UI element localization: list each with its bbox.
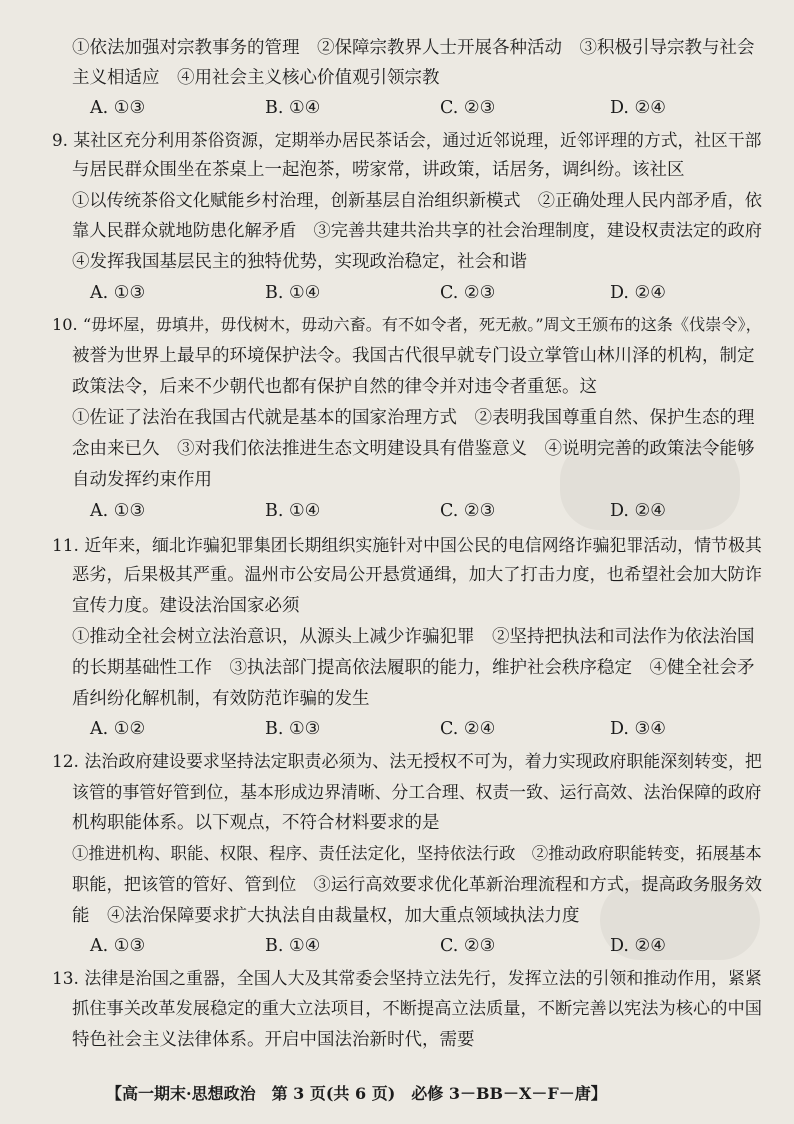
option-c: C. ②③ [440,98,496,118]
text-line: ①依法加强对宗教事务的管理 ②保障宗教界人士开展各种活动 ③积极引导宗教与社会 [72,38,755,58]
option-d: D. ②④ [610,283,666,303]
option-c: C. ②③ [440,501,496,521]
question-stem-line: 恶劣，后果极其严重。温州市公安局公开悬赏通缉，加大了打击力度，也希望社会加大防诈 [72,565,763,585]
option-a: A. ①③ [90,283,146,303]
question-stem-line: 宣传力度。建设法治国家必须 [72,596,300,616]
text-line: 能 ④法治保障要求扩大执法自由裁量权，加大重点领域执法力度 [72,906,580,926]
text-line: 盾纠纷化解机制，有效防范诈骗的发生 [72,689,370,709]
text-line: ①推进机构、职能、权限、程序、责任法定化，坚持依法行政 ②推动政府职能转变，拓展基本 [72,844,762,863]
question-stem-line: 13. 法律是治国之重器，全国人大及其常委会坚持立法先行，发挥立法的引领和推动作用，紧紧 [52,968,762,988]
text-line: 自动发挥约束作用 [72,470,212,490]
option-c: C. ②③ [440,283,496,303]
option-d: D. ②④ [610,501,666,521]
question-stem-line: 该管的事管好管到位，基本形成边界清晰、分工合理、权责一致、运行高效、法治保障的政府 [72,782,762,802]
text-line: 念由来已久 ③对我们依法推进生态文明建设具有借鉴意义 ④说明完善的政策法令能够 [72,439,755,459]
question-stem-line: 政策法令，后来不少朝代也都有保护自然的律令并对违令者重惩。这 [72,377,597,397]
question-stem-line: 12. 法治政府建设要求坚持法定职责必须为、法无授权不可为，着力实现政府职能深刻转变，把 [52,751,762,771]
text-line: 的长期基础性工作 ③执法部门提高依法履职的能力，维护社会秩序稳定 ④健全社会矛 [72,658,755,678]
question-stem-line: 机构职能体系。以下观点，不符合材料要求的是 [72,813,440,833]
option-d: D. ②④ [610,98,666,118]
text-line: 职能，把该管的管好、管到位 ③运行高效要求优化革新治理流程和方式，提高政务服务效 [72,875,763,895]
option-b: B. ①④ [265,501,321,521]
question-stem-line: 9. 某社区充分利用茶俗资源，定期举办居民茶话会，通过近邻说理，近邻评理的方式，社区干部 [52,130,762,150]
question-stem-line: 抓住事关改革发展稳定的重大立法项目，不断提高立法质量，不断完善以宪法为核心的中国 [72,999,763,1019]
option-c: C. ②④ [440,719,496,739]
text-line: ①佐证了法治在我国古代就是基本的国家治理方式 ②表明我国尊重自然、保护生态的理 [72,408,755,428]
option-a: A. ①② [90,719,146,739]
option-a: A. ①③ [90,501,146,521]
text-line: ④发挥我国基层民主的独特优势，实现政治稳定，社会和谐 [72,252,527,272]
option-d: D. ③④ [610,719,666,739]
text-line: 主义相适应 ④用社会主义核心价值观引领宗教 [72,68,440,88]
option-b: B. ①④ [265,98,321,118]
option-b: B. ①④ [265,936,321,956]
page-footer: 【高一期末·思想政治 第 3 页(共 6 页) 必修 3－BB－X－F－唐】 [106,1084,607,1103]
option-a: A. ①③ [90,936,146,956]
option-d: D. ②④ [610,936,666,956]
option-a: A. ①③ [90,98,146,118]
text-line: ①以传统茶俗文化赋能乡村治理，创新基层自治组织新模式 ②正确处理人民内部矛盾，依 [72,191,763,211]
question-stem-line: 与居民群众围坐在茶桌上一起泡茶，唠家常，讲政策，话居务，调纠纷。该社区 [72,160,685,180]
question-stem-line: 11. 近年来，缅北诈骗犯罪集团长期组织实施针对中国公民的电信网络诈骗犯罪活动，情节极其 [52,535,762,555]
question-stem-line: 特色社会主义法律体系。开启中国法治新时代，需要 [72,1030,475,1050]
text-line: 靠人民群众就地防患化解矛盾 ③完善共建共治共享的社会治理制度，建设权责法定的政府 [72,221,763,241]
option-c: C. ②③ [440,936,496,956]
option-b: B. ①③ [265,719,321,739]
question-stem-line: 10. “毋坏屋，毋填井，毋伐树木，毋动六畜。有不如令者，死无赦。”周文王颁布的这条《伐崇令》， [52,315,762,334]
text-line: ①推动全社会树立法治意识，从源头上减少诈骗犯罪 ②坚持把执法和司法作为依法治国 [72,627,755,647]
option-b: B. ①④ [265,283,321,303]
question-stem-line: 被誉为世界上最早的环境保护法令。我国古代很早就专门设立掌管山林川泽的机构，制定 [72,346,755,366]
